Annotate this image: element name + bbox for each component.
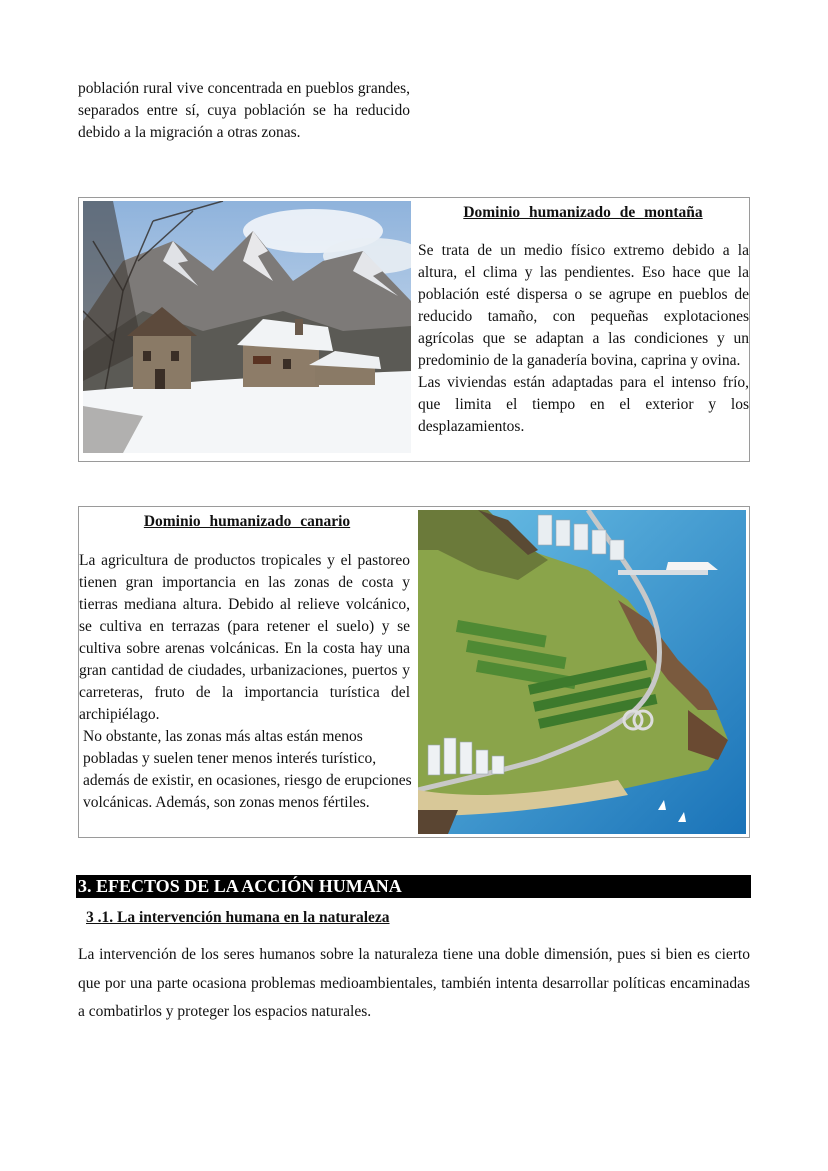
- mountain-paragraph-1: Se trata de un medio físico extremo debido a la altura, el clima y las pendientes. Eso hace que la población esté dispersa o se agrupe en pueblos de reducido tamaño, con pequeñas explotaciones agrícolas que se adaptan a las condiciones y un predominio de la ganadería bovina, caprina y ovina.: [418, 242, 749, 369]
- subsection-heading: 3 .1. La intervención humana en la naturaleza: [86, 909, 390, 926]
- section-paragraph: La intervención de los seres humanos sobre la naturaleza tiene una doble dimensión, pues si bien es cierto que por una parte ocasiona problemas medioambientales, también intenta desarrollar políticas encaminadas a combatirlos y proteger los espacios naturales.: [78, 946, 750, 1020]
- mountain-village-photo: [83, 201, 411, 453]
- mountain-text: [418, 240, 749, 438]
- section-heading: 3. EFECTOS DE LA ACCIÓN HUMANA: [76, 875, 751, 898]
- canary-paragraph-2: No obstante, las zonas más altas están menos pobladas y suelen tener menos interés turístico, además de existir, en ocasiones, riesgo de erupciones volcánicas. Además, son zonas menos fértiles.: [83, 728, 412, 811]
- intro-paragraph: población rural vive concentrada en pueblos grandes, separados entre sí, cuya población se ha reducido debido a la migración a otras zonas.: [78, 80, 410, 141]
- canary-paragraph-1: La agricultura de productos tropicales y el pastoreo tienen gran importancia en las zonas de costa y tierras mediana altura. Debido al relieve volcánico, se cultiva en terrazas (para retener el suelo) y se cultiva sobre arenas volcánicas. En la costa hay una gran cantidad de ciudades, urbanizaciones, puertos y carreteras, fruto de la importancia turística del archipiélago.: [79, 552, 410, 723]
- mountain-title: Dominio humanizado de montaña: [463, 204, 703, 221]
- mountain-paragraph-2: Las viviendas están adaptadas para el intenso frío, que limita el tiempo en el exterior y los desplazamientos.: [418, 374, 749, 435]
- canary-title: Dominio humanizado canario: [143, 513, 351, 530]
- canary-landscape-illustration: [418, 510, 746, 834]
